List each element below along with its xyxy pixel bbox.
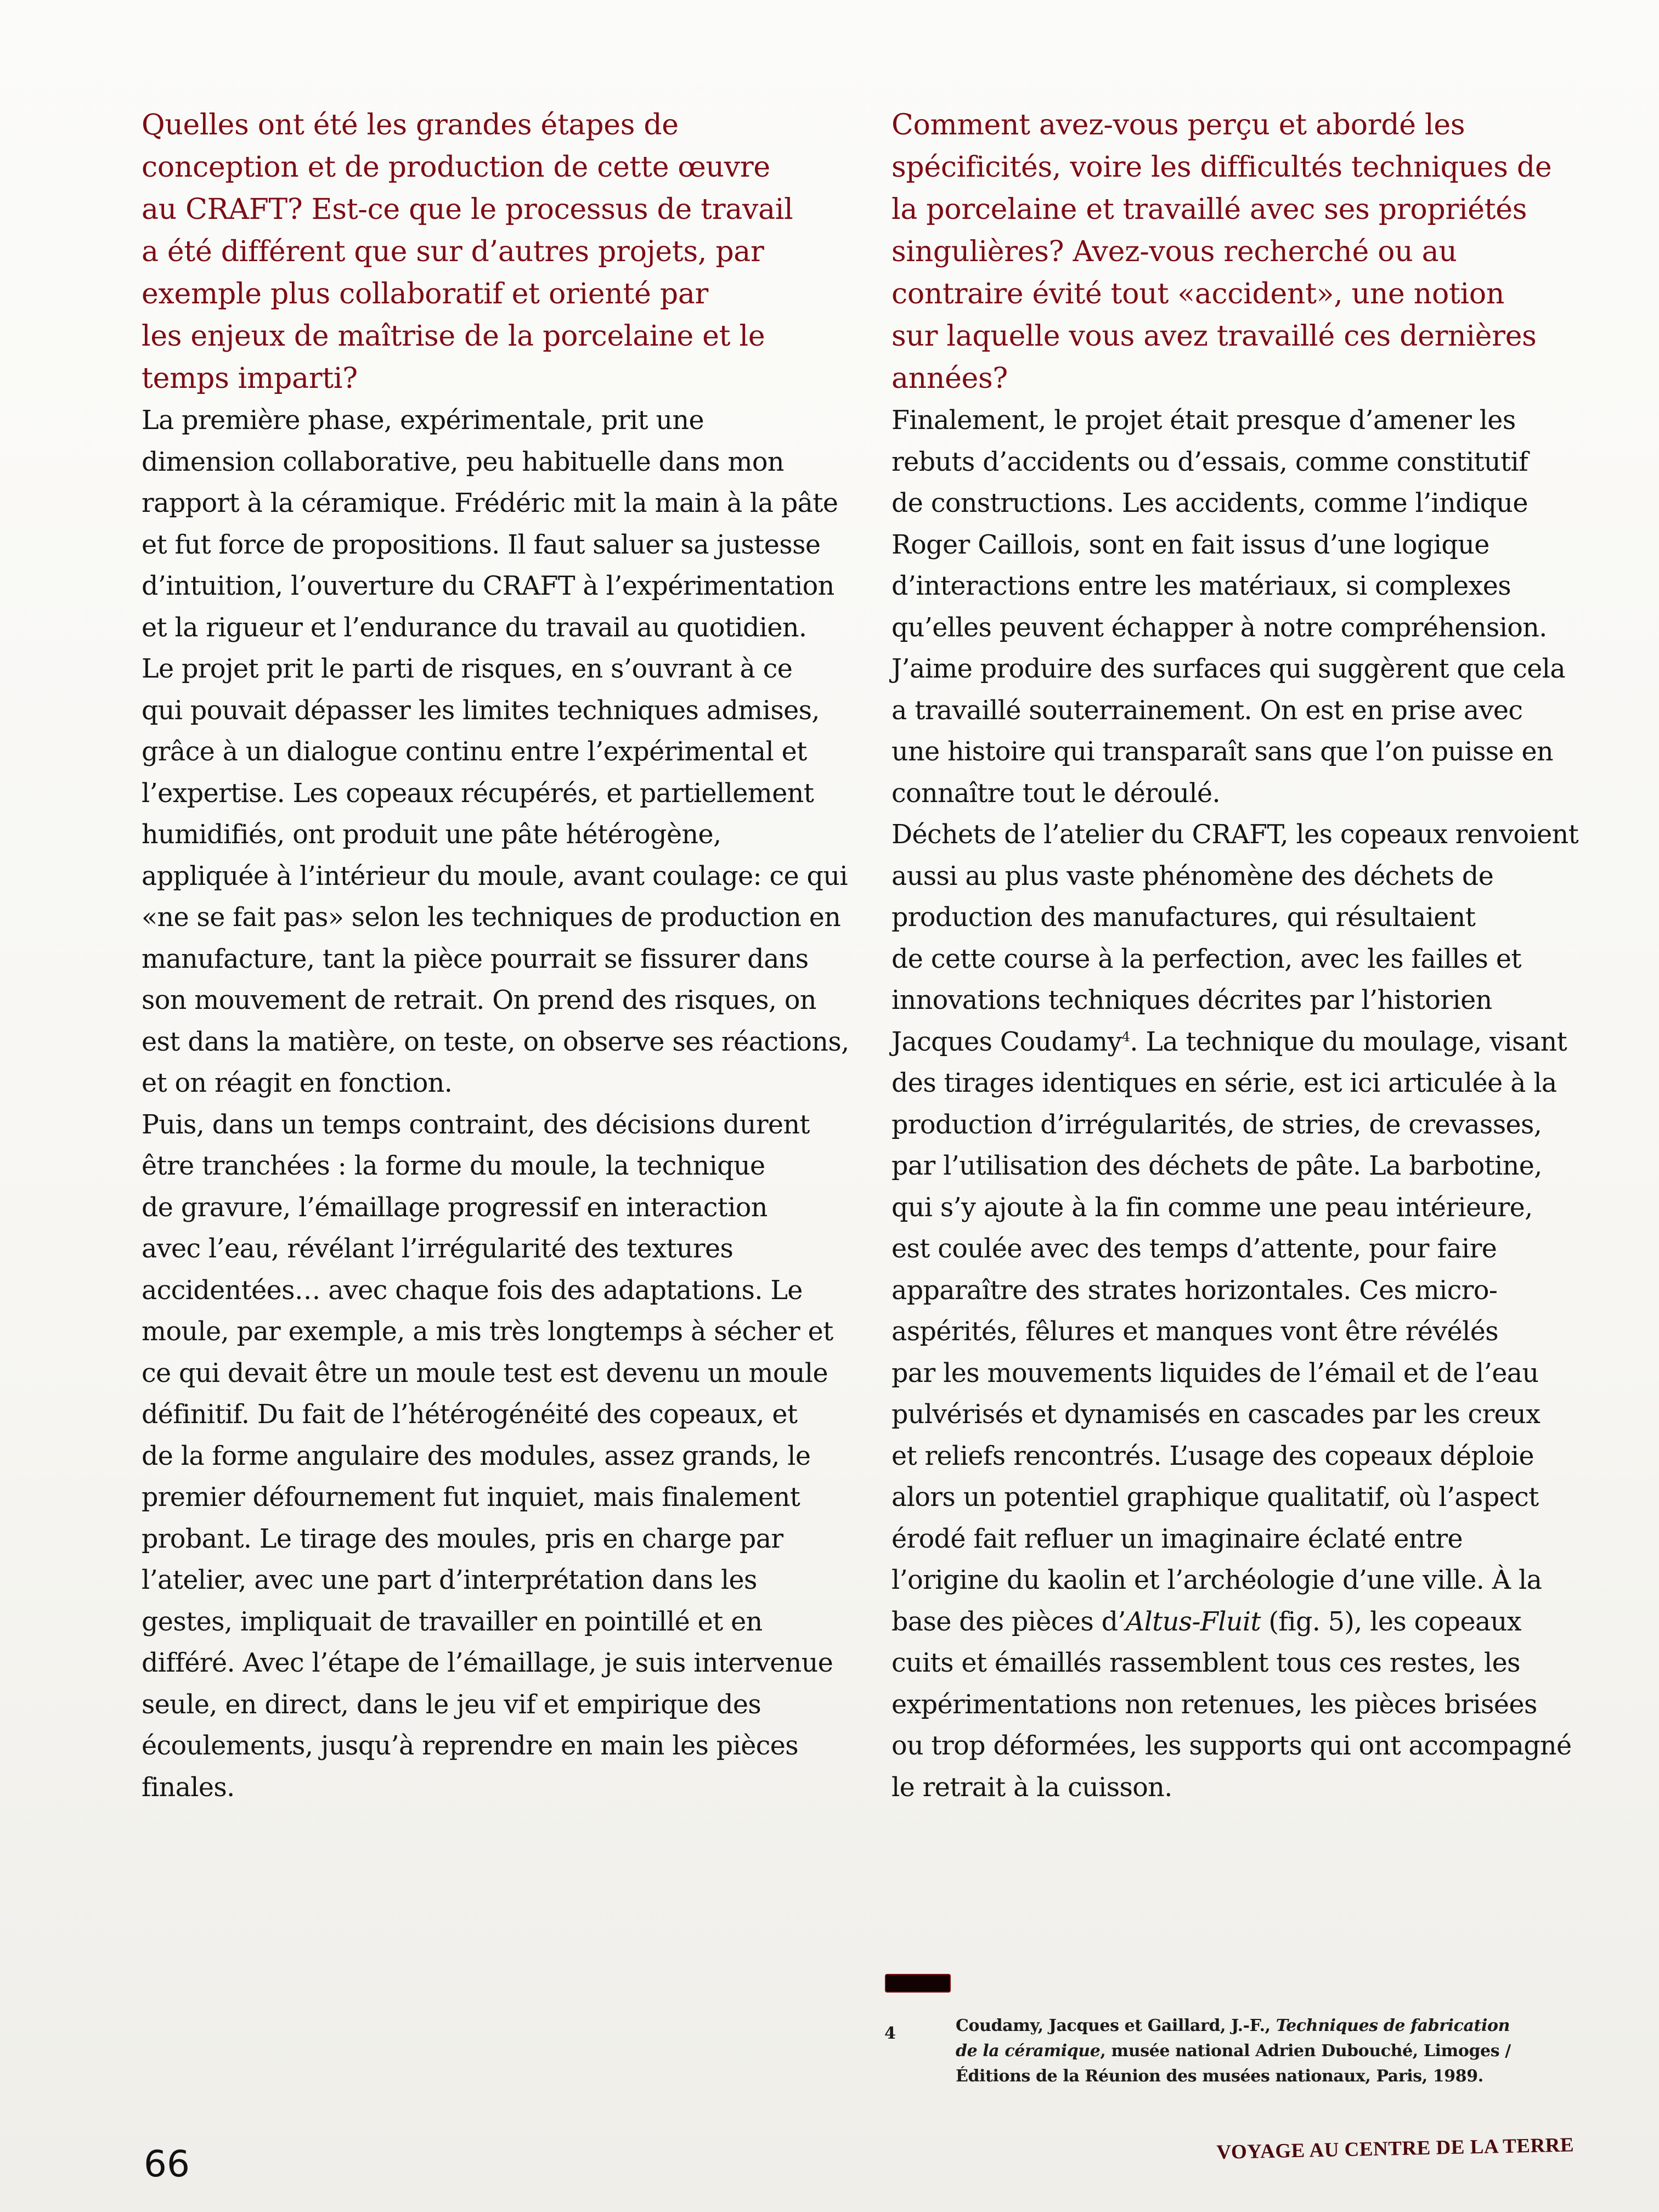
text-line: alors un potentiel graphique qualitatif, où l’aspect: [891, 1482, 1539, 1513]
artwork-title: Altus-Fluit: [1125, 1606, 1261, 1637]
text-line: premier défournement fut inquiet, mais finalement: [142, 1482, 800, 1513]
text-line: et reliefs rencontrés. L’usage des copeaux déploie: [891, 1441, 1534, 1471]
text-segment: . La technique du moulage, visant: [1130, 1026, 1567, 1057]
text-line: de constructions. Les accidents, comme l’indique: [891, 488, 1528, 518]
right-question-heading: [891, 104, 1591, 400]
text-line: définitif. Du fait de l’hétérogénéité des copeaux, et: [142, 1400, 798, 1430]
text-segment: , musée national Adrien Dubouché, Limoges /: [1100, 2041, 1511, 2061]
question-line: singulières? Avez-vous recherché ou au: [891, 235, 1457, 268]
question-line: conception et de production de cette œuvre: [142, 151, 770, 184]
text-line: pulvérisés et dynamisés en cascades par les creux: [891, 1400, 1541, 1430]
text-line: aspérités, fêlures et manques vont être révélés: [891, 1317, 1499, 1347]
question-line: contraire évité tout «accident», une notion: [891, 278, 1505, 311]
text-line-with-artwork-title: [891, 1601, 1591, 1643]
text-line: humidifiés, ont produit une pâte hétérogène,: [142, 820, 721, 850]
text-line: probant. Le tirage des moules, pris en charge par: [142, 1523, 783, 1554]
question-line: spécificités, voire les difficultés techniques de: [891, 151, 1552, 184]
text-line: Puis, dans un temps contraint, des décisions durent: [142, 1109, 810, 1140]
text-line: écoulements, jusqu’à reprendre en main les pièces: [142, 1731, 798, 1761]
running-footer-title: VOYAGE AU CENTRE DE LA TERRE: [1216, 2134, 1575, 2164]
text-line: l’expertise. Les copeaux récupérés, et partiellement: [142, 778, 814, 809]
text-line: connaître tout le déroulé.: [891, 778, 1220, 809]
right-column: [891, 104, 1591, 1808]
text-line: expérimentations non retenues, les pièces brisées: [891, 1689, 1537, 1720]
footnote: [884, 2013, 1543, 2089]
footnote-line: [956, 2039, 1511, 2064]
footnote-number: 4: [884, 2024, 896, 2043]
text-line: d’intuition, l’ouverture du CRAFT à l’expérimentation: [142, 571, 834, 601]
text-line: seule, en direct, dans le jeu vif et empirique des: [142, 1689, 761, 1720]
text-line: rapport à la céramique. Frédéric mit la main à la pâte: [142, 488, 838, 518]
question-line: années?: [891, 362, 1008, 395]
book-title: Techniques de fabrication: [1276, 2016, 1510, 2035]
text-line: grâce à un dialogue continu entre l’expérimental et: [142, 737, 807, 767]
text-line: avec l’eau, révélant l’irrégularité des textures: [142, 1234, 733, 1264]
text-line: son mouvement de retrait. On prend des risques, on: [142, 985, 816, 1015]
answer-paragraph-1: [142, 400, 838, 648]
text-line: est dans la matière, on teste, on observe ses réactions,: [142, 1026, 849, 1057]
text-line: appliquée à l’intérieur du moule, avant coulage: ce qui: [142, 861, 848, 891]
left-question-heading: [142, 104, 838, 400]
text-line: et fut force de propositions. Il faut saluer sa justesse: [142, 529, 821, 560]
text-line: «ne se fait pas» selon les techniques de production en: [142, 902, 841, 933]
text-line: et on réagit en fonction.: [142, 1068, 453, 1098]
text-line: gestes, impliquait de travailler en pointillé et en: [142, 1606, 763, 1637]
text-line: J’aime produire des surfaces qui suggèrent que cela: [891, 654, 1566, 684]
text-line: rebuts d’accidents ou d’essais, comme constitutif: [891, 447, 1528, 477]
text-line: des tirages identiques en série, est ici articulée à la: [891, 1068, 1557, 1098]
footnote-line: [956, 2013, 1511, 2039]
text-line: est coulée avec des temps d’attente, pour faire: [891, 1234, 1497, 1264]
question-line: la porcelaine et travaillé avec ses propriétés: [891, 193, 1527, 226]
text-line: différé. Avec l’étape de l’émaillage, je suis intervenue: [142, 1648, 833, 1678]
text-line: cuits et émaillés rassemblent tous ces restes, les: [891, 1648, 1520, 1678]
text-line: qui pouvait dépasser les limites techniques admises,: [142, 695, 820, 726]
text-segment: Jacques Coudamy: [891, 1026, 1122, 1057]
text-line: érodé fait refluer un imaginaire éclaté entre: [891, 1523, 1463, 1554]
text-line: ou trop déformées, les supports qui ont accompagné: [891, 1731, 1572, 1761]
text-line: innovations techniques décrites par l’historien: [891, 985, 1492, 1015]
text-line: de cette course à la perfection, avec les failles et: [891, 944, 1521, 974]
text-line: de gravure, l’émaillage progressif en interaction: [142, 1192, 768, 1223]
text-line: production d’irrégularités, de stries, de crevasses,: [891, 1109, 1542, 1140]
right-answer-body: [891, 400, 1591, 1808]
text-segment: Coudamy, Jacques et Gaillard, J.-F.,: [956, 2016, 1276, 2035]
text-line: ce qui devait être un moule test est devenu un moule: [142, 1358, 828, 1389]
book-title: de la céramique: [956, 2041, 1101, 2061]
text-line: Finalement, le projet était presque d’amener les: [891, 405, 1516, 436]
text-line: finales.: [142, 1772, 235, 1803]
left-answer-body: [142, 400, 849, 1808]
text-line: dimension collaborative, peu habituelle dans mon: [142, 447, 784, 477]
text-line: Roger Caillois, sont en fait issus d’une logique: [891, 529, 1489, 560]
text-line: et la rigueur et l’endurance du travail au quotidien.: [142, 612, 807, 643]
text-line: l’origine du kaolin et l’archéologie d’une ville. À la: [891, 1565, 1542, 1595]
page-number: 66: [144, 2143, 190, 2185]
text-segment: (fig. 5), les copeaux: [1260, 1606, 1521, 1637]
question-line: au CRAFT? Est-ce que le processus de travail: [142, 193, 793, 226]
text-line: par les mouvements liquides de l’émail et de l’eau: [891, 1358, 1539, 1389]
text-line: La première phase, expérimentale, prit une: [142, 405, 704, 436]
text-line: a travaillé souterrainement. On est en prise avec: [891, 695, 1523, 726]
text-line: moule, par exemple, a mis très longtemps à sécher et: [142, 1317, 833, 1347]
footnote-rule-divider: [886, 1975, 950, 1991]
text-line: d’interactions entre les matériaux, si complexes: [891, 571, 1511, 601]
answer-paragraph-2: [891, 814, 1591, 1808]
text-line: accidentées… avec chaque fois des adaptations. Le: [142, 1275, 803, 1306]
text-line: Déchets de l’atelier du CRAFT, les copeaux renvoient: [891, 820, 1579, 850]
text-line: par l’utilisation des déchets de pâte. La barbotine,: [891, 1151, 1542, 1181]
text-line: être tranchées : la forme du moule, la technique: [142, 1151, 765, 1181]
text-line: de la forme angulaire des modules, assez grands, le: [142, 1441, 811, 1471]
question-line: a été différent que sur d’autres projets, par: [142, 235, 764, 268]
footnote-line: Éditions de la Réunion des musées nationaux, Paris, 1989.: [956, 2067, 1483, 2086]
text-line: l’atelier, avec une part d’interprétation dans les: [142, 1565, 757, 1595]
text-line: apparaître des strates horizontales. Ces micro-: [891, 1275, 1498, 1306]
text-line-with-footnote-ref: [891, 1022, 1591, 1063]
left-column: [142, 104, 849, 1808]
question-line: sur laquelle vous avez travaillé ces dernières: [891, 320, 1537, 353]
answer-paragraph-2: [142, 648, 849, 1104]
text-line: qui s’y ajoute à la fin comme une peau intérieure,: [891, 1192, 1533, 1223]
question-line: les enjeux de maîtrise de la porcelaine et le: [142, 320, 765, 353]
question-line: Comment avez-vous perçu et abordé les: [891, 109, 1465, 142]
text-segment: base des pièces d’: [891, 1606, 1126, 1637]
footnote-text: [956, 2013, 1511, 2089]
question-line: exemple plus collaboratif et orienté par: [142, 278, 709, 311]
answer-paragraph-1: [891, 400, 1591, 814]
text-line: aussi au plus vaste phénomène des déchets de: [891, 861, 1494, 891]
question-line: Quelles ont été les grandes étapes de: [142, 109, 679, 142]
answer-paragraph-3: [142, 1104, 838, 1809]
text-line: une histoire qui transparaît sans que l’on puisse en: [891, 737, 1554, 767]
text-line: Le projet prit le parti de risques, en s’ouvrant à ce: [142, 654, 793, 684]
question-line: temps imparti?: [142, 362, 358, 395]
text-line: le retrait à la cuisson.: [891, 1772, 1172, 1803]
text-line: manufacture, tant la pièce pourrait se fissurer dans: [142, 944, 809, 974]
footnote-reference-link[interactable]: 4: [1121, 1029, 1130, 1045]
text-line: qu’elles peuvent échapper à notre compréhension.: [891, 612, 1547, 643]
text-line: production des manufactures, qui résultaient: [891, 902, 1476, 933]
